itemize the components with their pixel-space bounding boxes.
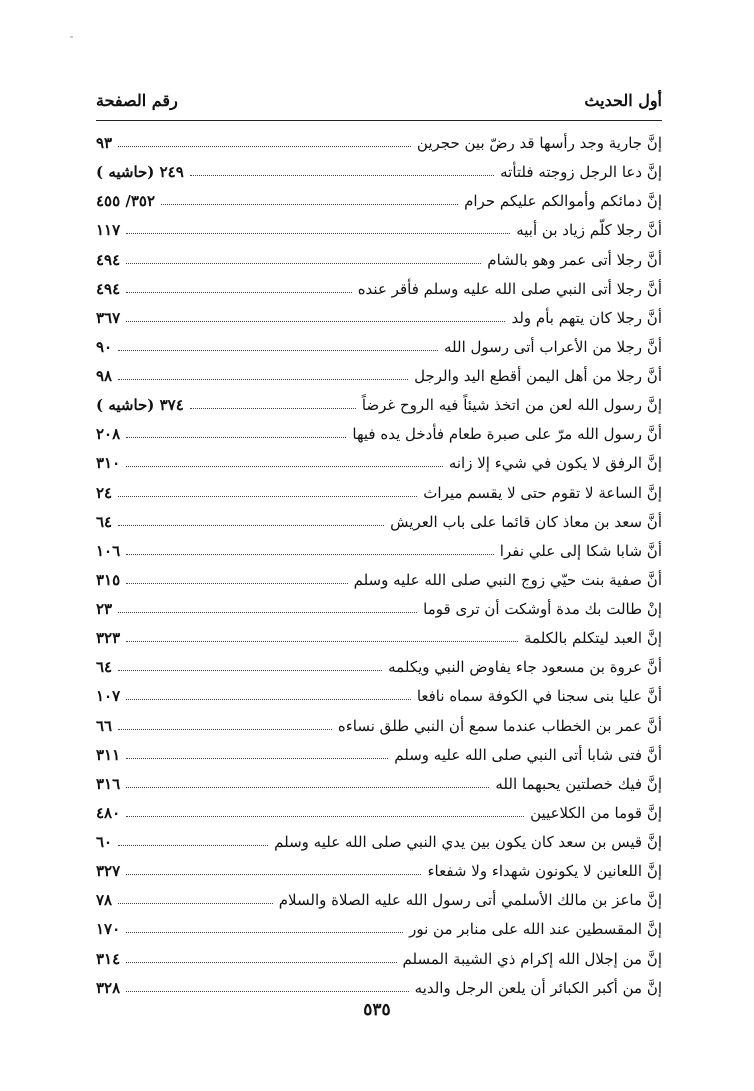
entry-text: إنَّ رسول الله لعن من اتخذ شيئاً فيه الروح غرضاً: [361, 396, 662, 415]
entry-page-ref: ٩٨: [96, 367, 113, 386]
dot-leader: [118, 729, 332, 730]
entry-text: أنَّ رسول الله مرّ على صبرة طعام فأدخل يده فيها: [352, 425, 662, 444]
entry-text: أنَّ رجلا من الأعراب أتى رسول الله: [444, 337, 662, 356]
entry-text: أنَّ سعد بن معاذ كان قائما على باب العريش: [390, 512, 662, 531]
dot-leader: [118, 845, 268, 846]
entry-text: إنَّ قيس بن سعد كان يكون بين يدي النبي صلى الله عليه وسلم: [274, 833, 662, 852]
dot-leader: [126, 233, 510, 234]
index-entry: [96, 828, 662, 857]
dot-leader: [118, 379, 408, 380]
dot-leader: [118, 670, 382, 671]
index-entry: [96, 653, 662, 682]
dot-leader: [126, 816, 524, 817]
entry-page-ref: ٣٥٢/ ٤٥٥: [96, 192, 156, 211]
entry-page-ref: ٩٠: [96, 337, 113, 356]
index-entry: [96, 886, 662, 915]
dot-leader: [126, 321, 505, 322]
entry-text: أنَّ رجلا كلّم زياد بن أبيه: [516, 221, 662, 240]
entry-page-ref: ٦٤: [96, 512, 113, 531]
dot-leader: [190, 408, 356, 409]
entry-text: أنَّ رجلا من أهل اليمن أقطع اليد والرجل: [414, 367, 662, 386]
index-entry: [96, 770, 662, 799]
entry-text: أنَّ صفية بنت حيّي زوج النبي صلى الله عليه وسلم: [353, 570, 662, 589]
entry-page-ref: ٣٢٨: [96, 978, 121, 997]
index-entry: [96, 712, 662, 741]
entry-page-ref: ٦٠: [96, 833, 113, 852]
index-entry: [96, 449, 662, 478]
dot-leader: [126, 263, 481, 264]
dot-leader: [126, 787, 489, 788]
index-entry: [96, 857, 662, 886]
index-entry: [96, 362, 662, 391]
entry-page-ref: ١٠٧: [96, 687, 121, 706]
entry-text: أنَّ عروة بن مسعود جاء يفاوض النبي ويكلمه: [388, 658, 662, 677]
dot-leader: [118, 146, 411, 147]
entry-page-ref: ٩٣: [96, 134, 113, 153]
entry-text: إنَّ اللعانين لا يكونون شهداء ولا شفعاء: [427, 862, 662, 881]
index-entry: [96, 216, 662, 245]
entry-text: أنَّ فتى شابا أتى النبي صلى الله عليه وسلم: [394, 745, 662, 764]
entry-page-ref: ٦٦: [96, 716, 113, 735]
entry-page-ref: ١١٧: [96, 221, 121, 240]
entry-text: إنَّ دعا الرجل زوجته فلتأته: [500, 163, 662, 182]
entry-text: إنَّ المقسطين عند الله على منابر من نور: [409, 920, 662, 939]
index-entry: [96, 915, 662, 944]
entry-text: إنَّ من أكبر الكبائر أن يلعن الرجل والديه: [414, 978, 662, 997]
dot-leader: [126, 437, 346, 438]
index-entry: [96, 420, 662, 449]
entry-page-ref: ٤٨٠: [96, 803, 121, 822]
entry-page-ref: ٣١٤: [96, 949, 121, 968]
page-number: ٥٣٥: [363, 1000, 391, 1020]
entry-page-ref: ٢٤٩ (حاشيه ): [96, 163, 184, 182]
dot-leader: [118, 612, 417, 613]
index-entry: [96, 974, 662, 1003]
index-entry: [96, 566, 662, 595]
entry-text: إنَّ دمائكم وأموالكم عليكم حرام: [464, 192, 662, 211]
dot-leader: [118, 903, 273, 904]
dot-leader: [118, 496, 417, 497]
index-entry: [96, 129, 662, 158]
index-entry: [96, 508, 662, 537]
dot-leader: [126, 758, 388, 759]
entry-text: أنَّ رجلا أتى عمر وهو بالشام: [487, 250, 662, 269]
dot-leader: [190, 175, 494, 176]
entry-text: أنَّ رجلا كان يتهم بأم ولد: [511, 308, 662, 327]
entry-text: إنْ طالت بك مدة أوشكت أن ترى قوما: [423, 600, 662, 619]
index-entry: [96, 158, 662, 187]
index-entry: [96, 304, 662, 333]
entry-page-ref: ٣١٠: [96, 454, 121, 473]
entry-text: أنَّ شابا شكا إلى علي نفرا: [499, 541, 662, 560]
entry-text: إنَّ الرفق لا يكون في شيء إلا زانه: [448, 454, 662, 473]
index-entry: [96, 799, 662, 828]
index-entry: [96, 187, 662, 216]
dot-leader: [126, 874, 421, 875]
entry-text: إنَّ العبد ليتكلم بالكلمة: [524, 629, 662, 648]
entry-page-ref: ٢٠٨: [96, 425, 121, 444]
index-entry: [96, 333, 662, 362]
entry-page-ref: ٤٩٤: [96, 250, 121, 269]
index-entry: [96, 595, 662, 624]
dot-leader: [118, 525, 384, 526]
index-entry: [96, 741, 662, 770]
entry-page-ref: ٣١١: [96, 745, 121, 764]
entry-page-ref: ٣٦٧: [96, 308, 121, 327]
dot-leader: [126, 991, 408, 992]
dot-leader: [126, 583, 347, 584]
entry-text: أنَّ رجلا أتى النبي صلى الله عليه وسلم فأقر عنده: [357, 279, 662, 298]
dot-leader: [126, 962, 396, 963]
hadith-index-list: [96, 129, 662, 1003]
dot-leader: [126, 699, 411, 700]
index-entry: [96, 945, 662, 974]
index-header: [96, 86, 662, 114]
column-title-hadith-start: أول الحديث: [584, 90, 662, 110]
index-entry: [96, 479, 662, 508]
entry-page-ref: ١٠٦: [96, 541, 121, 560]
column-title-page-number: رقم الصفحة: [96, 90, 178, 110]
entry-page-ref: ٢٤: [96, 483, 113, 502]
index-entry: [96, 682, 662, 711]
entry-text: إنَّ ماعز بن مالك الأسلمي أتى رسول الله عليه الصلاة والسلام: [278, 891, 662, 910]
index-entry: [96, 391, 662, 420]
entry-page-ref: ٣١٦: [96, 774, 121, 793]
entry-page-ref: ١٧٠: [96, 920, 121, 939]
entry-page-ref: ٣٢٧: [96, 862, 121, 881]
entry-text: إنَّ من إجلال الله إكرام ذي الشيبة المسلم: [402, 949, 662, 968]
entry-page-ref: ٣٢٣: [96, 629, 121, 648]
entry-text: أنَّ عليا بنى سجنا في الكوفة سماه نافعا: [416, 687, 662, 706]
index-entry: [96, 275, 662, 304]
index-entry: [96, 246, 662, 275]
entry-page-ref: ٣٧٤ (حاشيه ): [96, 396, 184, 415]
dot-leader: [126, 466, 443, 467]
dot-leader: [126, 641, 518, 642]
dot-leader: [126, 292, 352, 293]
entry-page-ref: ٤٩٤: [96, 279, 121, 298]
scan-speck: [70, 36, 73, 38]
header-divider: [96, 120, 662, 121]
dot-leader: [161, 204, 458, 205]
dot-leader: [126, 554, 494, 555]
entry-text: إنَّ فيك خصلتين يحبهما الله: [495, 774, 662, 793]
entry-text: إنَّ جارية وجد رأسها قد رضّ بين حجرين: [416, 134, 662, 153]
dot-leader: [126, 932, 403, 933]
entry-page-ref: ٢٣: [96, 600, 113, 619]
entry-text: إنَّ قوما من الكلاعيين: [530, 803, 662, 822]
entry-page-ref: ٣١٥: [96, 570, 121, 589]
entry-text: إنَّ الساعة لا تقوم حتى لا يقسم ميراث: [423, 483, 662, 502]
index-entry: [96, 537, 662, 566]
entry-page-ref: ٦٤: [96, 658, 113, 677]
entry-page-ref: ٧٨: [96, 891, 113, 910]
index-entry: [96, 624, 662, 653]
dot-leader: [118, 350, 438, 351]
entry-text: أنَّ عمر بن الخطاب عندما سمع أن النبي طلق نساءه: [337, 716, 662, 735]
